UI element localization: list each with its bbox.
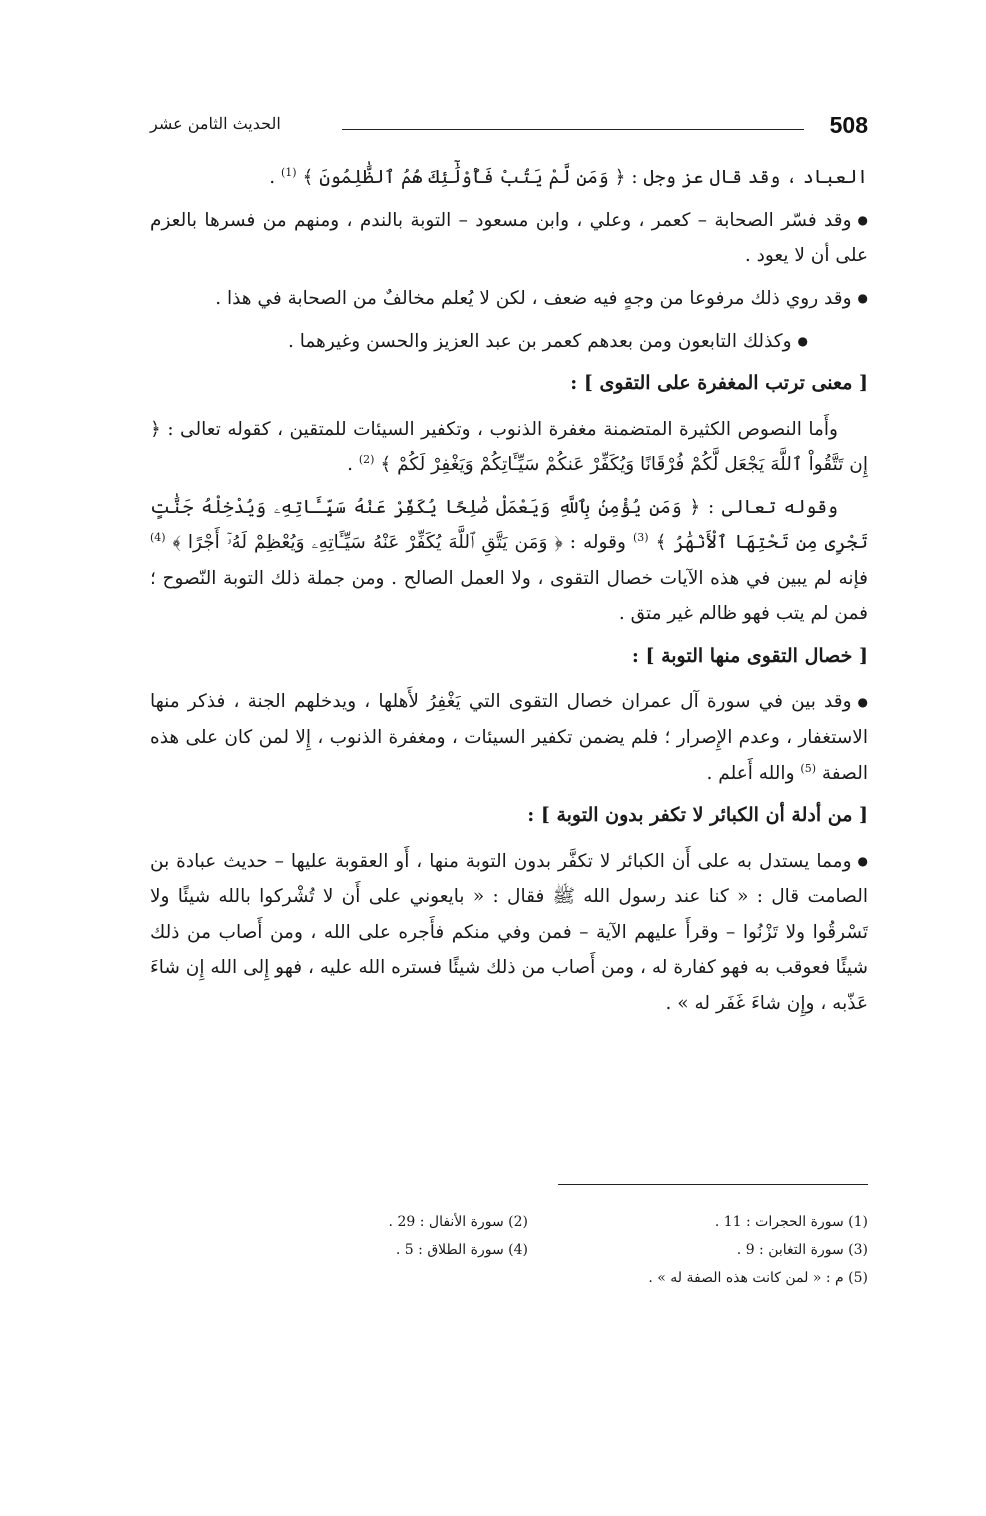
document-page xyxy=(150,0,868,1516)
section-heading-1: [ معنى ترتب المغفرة على التقوى ] : xyxy=(570,372,868,395)
footnote-row xyxy=(150,1264,868,1292)
paragraph-3 xyxy=(150,281,868,317)
paragraph-5 xyxy=(150,412,868,483)
footnote-ref-2: (2) xyxy=(358,453,375,467)
running-title: الحديث الثامن عشر xyxy=(150,114,281,133)
footnote-separator xyxy=(558,1184,868,1185)
paragraph-6-text-b: وقوله : ﴿ وَمَن يَتَّقِ ٱللَّهَ يُكَفِّرْ عَنْهُ سَيِّـَٔاتِهِۦ وَيُعْظِمْ لَهُۥٓ أَجْرًا ﴾ xyxy=(172,532,626,554)
bullet-icon: ● xyxy=(857,212,868,227)
paragraph-6-text-c: فإنه لم يبين في هذه الآيات خصال التقوى ، ولا العمل الصالح . ومن جملة ذلك التوبة النّصوح ؛ فمن لم يتب فهو ظالم غير متق . xyxy=(150,567,868,625)
paragraph-7-text-a: وقد بين في سورة آل عمران خصال التقوى التي يَغْفِرُ لأَهلها ، ويدخلهم الجنة ، فذكر منها الاستغفار ، وعدم الإِصرار ؛ فلم يضمن تكفير السيئات ، ومغفرة الذنوب ، إِلا لمن كان على هذه الصفة xyxy=(150,691,868,784)
footnote-4: (4) سورة الطلاق : 5 . xyxy=(395,1242,528,1258)
bullet-icon: ● xyxy=(857,291,868,305)
footnote-1: (1) سورة الحجرات : 11 . xyxy=(714,1214,868,1230)
footnote-2: (2) سورة الأنفال : 29 . xyxy=(388,1214,528,1230)
footnote-ref-5: (5) xyxy=(800,761,816,775)
paragraph-2-text: وقد فسّر الصحابة – كعمر ، وعلي ، وابن مسعود – التوبة بالندم ، ومنهم من فسرها بالعزم على أن لا يعود . xyxy=(150,209,868,267)
section-heading-3: [ من أدلة أن الكبائر لا تكفر بدون التوبة ] : xyxy=(527,804,868,826)
header-rule xyxy=(342,129,804,130)
paragraph-2 xyxy=(150,203,868,274)
paragraph-7-text-b: والله أَعلم . xyxy=(706,762,795,784)
footnotes xyxy=(150,1208,868,1292)
bullet-icon: ● xyxy=(857,694,868,709)
paragraph-1 xyxy=(150,160,868,196)
footnote-ref-3: (3) xyxy=(632,531,649,545)
running-header xyxy=(150,112,868,142)
footnote-5: (5) م : « لمن كانت هذه الصفة له » . xyxy=(648,1270,868,1286)
paragraph-3-text: وقد روي ذلك مرفوعا من وجهٍ فيه ضعف ، لكن لا يُعلم مخالفٌ من الصحابة في هذا . xyxy=(215,287,852,309)
bullet-icon: ● xyxy=(857,853,868,868)
footnote-ref-4: (4) xyxy=(150,531,166,545)
bullet-icon: ● xyxy=(797,333,808,348)
section-heading-2: [ خصال التقوى منها التوبة ] : xyxy=(631,644,868,667)
paragraph-5-text: وأَما النصوص الكثيرة المتضمنة مغفرة الذنوب ، وتكفير السيئات للمتقين ، كقوله تعالى : ﴿ إِن تَتَّقُواْ ٱللَّهَ يَجْعَل لَّكُمْ فُرْقَانًا وَيُكَفِّرْ عَنكُمْ سَيِّـَٔاتِكُمْ وَيَغْفِرْ لَكُمْ ﴾ xyxy=(150,418,868,476)
paragraph-5-end: . xyxy=(347,454,353,476)
paragraph-6 xyxy=(150,490,868,632)
paragraph-1-end: . xyxy=(269,167,276,188)
paragraph-1-text: العباد ، وقد قال عز وجل : ﴿ وَمَن لَّمْ يَتُبْ فَأُوْلَٰٓئِكَ هُمُ ٱلظَّٰلِمُونَ ﴾ xyxy=(302,167,868,188)
paragraph-8 xyxy=(150,844,868,1022)
paragraph-4 xyxy=(150,324,868,360)
footnote-3: (3) سورة التغابن : 9 . xyxy=(736,1242,868,1258)
footnote-row xyxy=(150,1236,868,1264)
paragraph-7 xyxy=(150,684,868,791)
footnote-row xyxy=(150,1208,868,1236)
paragraph-6-text-a: وقوله تعالى : ﴿ وَمَن يُؤْمِنۢ بِٱللَّهِ وَيَعْمَلْ صَٰلِحًا يُكَفِّرْ عَنْهُ سَيِّـَٔاتِهِۦ وَيُدْخِلْهُ جَنَّٰتٍ تَجْرِى مِن تَحْتِهَا ٱلْأَنْهَٰرُ ﴾ xyxy=(150,496,868,554)
paragraph-8-text: ومما يستدل به على أَن الكبائر لا تكفَّر بدون التوبة منها ، أَو العقوبة عليها – حديث عبادة بن الصامت قال : « كنا عند رسول الله ﷺ فقال : « بايعوني على أَن لا تُشْركوا بالله شيئًا ولا تَسْرقُوا ولا تَزْنُوا – وقرأَ عليهم الآية – فمن وفي منكم فأَجره على الله ، ومن أَصاب من ذلك شيئًا فعوقب به فهو كفارة له ، ومن أَصاب من ذلك شيئًا فستره الله عليه ، فهو إِلى الله إِن شاءَ عَذّبه ، وإِن شاءَ غَفَر له » . xyxy=(150,850,868,1014)
body-text xyxy=(150,160,868,1028)
page-number: 508 xyxy=(829,112,868,138)
paragraph-4-text: وكذلك التابعون ومن بعدهم كعمر بن عبد العزيز والحسن وغيرهما . xyxy=(287,330,792,352)
footnote-ref-1: (1) xyxy=(281,165,297,179)
